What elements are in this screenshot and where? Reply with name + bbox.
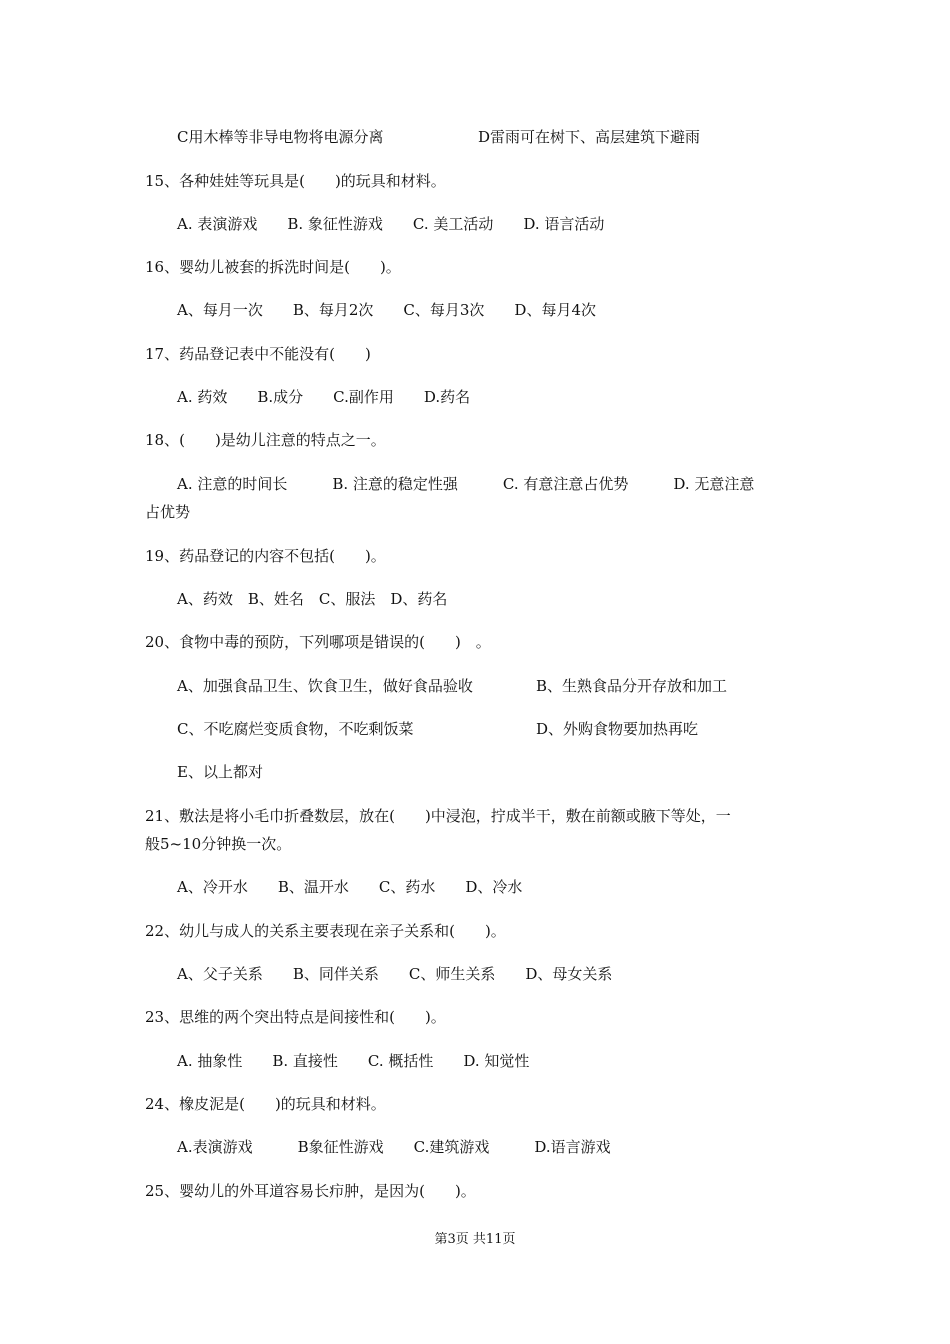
question-17: 17、药品登记表中不能没有( )	[145, 345, 371, 363]
question-16: 16、婴幼儿被套的拆洗时间是( )。	[145, 258, 401, 276]
question-21-continued: 般5~10分钟换一次。	[145, 835, 292, 853]
options-18: A. 注意的时间长 B. 注意的稳定性强 C. 有意注意占优势 D. 无意注意	[177, 475, 755, 493]
question-19: 19、药品登记的内容不包括( )。	[145, 547, 386, 565]
options-18-continued: 占优势	[145, 503, 191, 521]
options-24: A.表演游戏 B象征性游戏 C.建筑游戏 D.语言游戏	[177, 1138, 611, 1156]
question-15: 15、各种娃娃等玩具是( )的玩具和材料。	[145, 172, 446, 190]
question-23: 23、思维的两个突出特点是间接性和( )。	[145, 1008, 446, 1026]
option-line: C用木棒等非导电物将电源分离	[177, 128, 384, 146]
option-20-e: E、以上都对	[177, 763, 263, 781]
option-20-c: C、不吃腐烂变质食物，不吃剩饭菜	[177, 720, 414, 738]
options-22: A、父子关系 B、同伴关系 C、师生关系 D、母女关系	[177, 965, 613, 983]
options-21: A、冷开水 B、温开水 C、药水 D、冷水	[177, 878, 523, 896]
question-24: 24、橡皮泥是( )的玩具和材料。	[145, 1095, 386, 1113]
option-20-a: A、加强食品卫生、饮食卫生，做好食品验收	[177, 677, 473, 695]
page-footer: 第3页 共11页	[434, 1232, 516, 1247]
question-20: 20、食物中毒的预防，下列哪项是错误的( ) 。	[145, 633, 491, 651]
question-25: 25、婴幼儿的外耳道容易长疖肿，是因为( )。	[145, 1182, 476, 1200]
question-22: 22、幼儿与成人的关系主要表现在亲子关系和( )。	[145, 922, 506, 940]
option-20-d: D、外购食物要加热再吃	[536, 720, 699, 738]
options-19: A、药效 B、姓名 C、服法 D、药名	[177, 590, 448, 608]
option-line: D雷雨可在树下、高层建筑下避雨	[478, 128, 701, 146]
option-20-b: B、生熟食品分开存放和加工	[536, 677, 728, 695]
question-18: 18、( )是幼儿注意的特点之一。	[145, 431, 386, 449]
options-17: A. 药效 B.成分 C.副作用 D.药名	[177, 388, 471, 406]
options-15: A. 表演游戏 B. 象征性游戏 C. 美工活动 D. 语言活动	[177, 215, 605, 233]
options-23: A. 抽象性 B. 直接性 C. 概括性 D. 知觉性	[177, 1052, 530, 1070]
question-21: 21、敷法是将小毛巾折叠数层，放在( )中浸泡，拧成半干，敷在前额或腋下等处，一	[145, 807, 731, 825]
options-16: A、每月一次 B、每月2次 C、每月3次 D、每月4次	[177, 301, 596, 319]
